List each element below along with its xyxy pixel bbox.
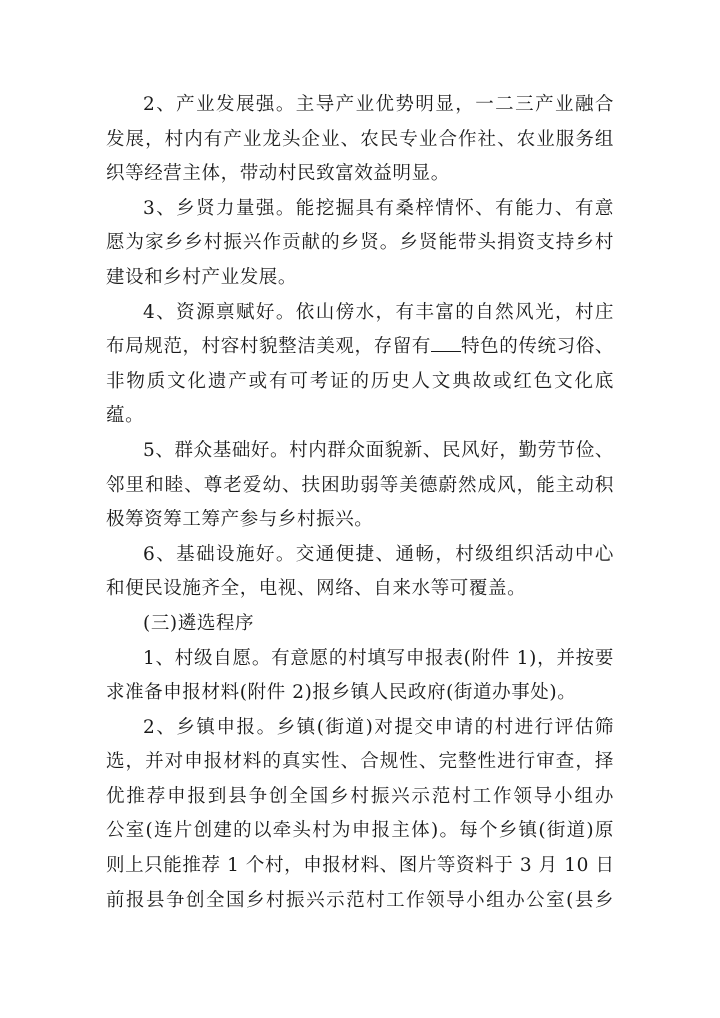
text-segment: 特色的传统习俗、 [461, 336, 614, 358]
paragraph-line: 选，并对申报材料的真实性、合规性、完整性进行审查，择 [106, 751, 614, 773]
paragraph-line: 极筹资筹工筹产参与乡村振兴。 [106, 509, 374, 531]
paragraph-line: 4、资源禀赋好。依山傍水，有丰富的自然风光，村庄 [143, 301, 614, 323]
section-heading: (三)遴选程序 [143, 612, 255, 634]
paragraph-line: 3、乡贤力量强。能挖掘具有桑梓情怀、有能力、有意 [143, 197, 614, 219]
paragraph-line-with-blank [106, 330, 614, 365]
paragraph-line: 邻里和睦、尊老爱幼、扶困助弱等美德蔚然成风，能主动积 [106, 474, 614, 496]
paragraph-line: 织等经营主体，带动村民致富效益明显。 [106, 163, 450, 185]
document-page [106, 88, 614, 918]
paragraph-line: 公室(连片创建的以牵头村为申报主体)。每个乡镇(街道)原 [106, 820, 614, 842]
paragraph-line: 前报县争创全国乡村振兴示范村工作领导小组办公室(县乡 [106, 889, 614, 911]
paragraph-line: 蕴。 [106, 405, 145, 427]
paragraph-line: 优推荐申报到县争创全国乡村振兴示范村工作领导小组办 [106, 785, 614, 807]
paragraph-line: 愿为家乡乡村振兴作贡献的乡贤。乡贤能带头捐资支持乡村 [106, 232, 614, 254]
text-segment: 布局规范，村容村貌整洁美观，存留有 [106, 336, 432, 358]
paragraph-line: 2、产业发展强。主导产业优势明显，一二三产业融合 [143, 94, 614, 115]
paragraph-line: 6、基础设施好。交通便捷、通畅，村级组织活动中心 [143, 543, 614, 565]
paragraph-line: 非物质文化遗产或有可考证的历史人文典故或红色文化底 [106, 370, 614, 392]
paragraph-line: 2、乡镇申报。乡镇(街道)对提交申请的村进行评估筛 [143, 716, 614, 738]
paragraph-line: 发展，村内有产业龙头企业、农民专业合作社、农业服务组 [106, 128, 614, 150]
paragraph-line: 5、群众基础好。村内群众面貌新、民风好，勤劳节俭、 [143, 439, 614, 461]
paragraph-line: 和便民设施齐全，电视、网络、自来水等可覆盖。 [106, 578, 527, 600]
paragraph-line: 则上只能推荐 1 个村，申报材料、图片等资料于 3 月 10 日 [106, 855, 615, 877]
fill-in-blank [431, 335, 461, 352]
paragraph-line: 求准备申报材料(附件 2)报乡镇人民政府(街道办事处)。 [106, 682, 577, 704]
paragraph-line: 1、村级自愿。有意愿的村填写申报表(附件 1)，并按要 [143, 647, 614, 669]
paragraph-line: 建设和乡村产业发展。 [106, 266, 298, 288]
